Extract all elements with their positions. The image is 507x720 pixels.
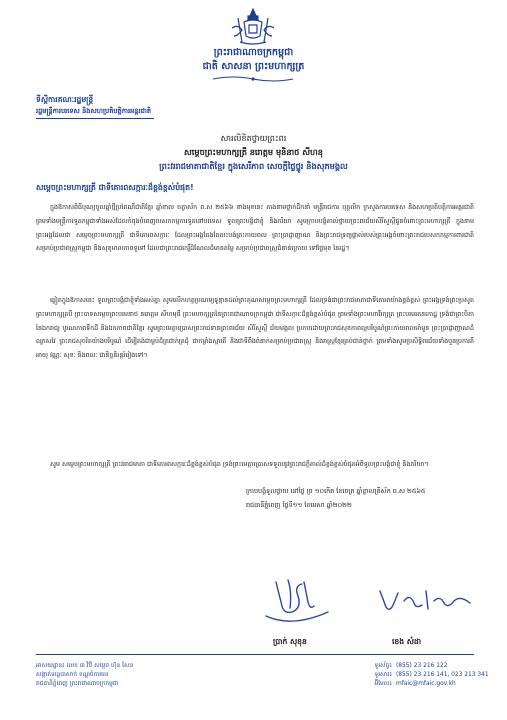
office-subtitle: រដ្ឋមន្ត្រីការបរទេស និងសហប្រតិបត្តិការអន្តរជាតិ xyxy=(36,107,152,115)
footer-divider xyxy=(36,654,474,655)
email-link[interactable]: mfaic@mfaic.gov.kh xyxy=(396,681,456,687)
tel-value: (855) 23 216 122 xyxy=(396,663,448,669)
fax-value: (855) 23 216 141, 023 213 341 xyxy=(396,672,489,678)
email-label: អ៊ីមែល៖ xyxy=(374,681,392,687)
date-line-lunar: ក្រាបបង្គំទូលថ្វាយ នៅថ្ងៃ ច្រ ១០កើត ខែចេត្រ ឆ្នាំខ្លាលត្រីស័ក ព.ស ២៥៦៥ xyxy=(246,487,426,495)
office-divider xyxy=(36,118,154,119)
signature-right xyxy=(376,585,474,617)
letter-type: សារលិខិតថ្វាយព្រះពរ xyxy=(220,133,287,143)
tel-label: ទូរស័ព្ទ៖ xyxy=(374,663,392,669)
body-paragraph-1: ក្នុងឱកាសពិធីបុណ្យចូលឆ្នាំថ្មីប្រពៃណីជាតិខ្មែរ ឆ្នាំខាល ចត្វាស័ក ព.ស ២៥៦៦ ខាងមុខនេះ តាងនាមថ្នាក់ដឹកនាំ មន្ត្រីរាជការ បុគ្គលិក ក្រសួងការបរទេស និងសហប្រតិបត្តិការអន្តរជាតិ ព្រមទាំងមន្ត្រីការទូតកម្ពុជាទាំងអស់ដែលកំពុងបំពេញបេសកកម្មការទូតនៅបរទេស ទូលព្រះបង្គំជាខ្ញុំ និងភរិយា សូមក្រាបបង្គំគាល់ថ្វាយព្រះពរជ័យសិរីសួស្តីជូនចំពោះព្រះមហាក្សត្រី ក្នុងនាមព្រះអង្គដែលជា សម្តេចព្រះមហាក្សត្រី ជាទីគោរពសក្ការៈ ដែលព្រះអង្គតែងតែលះបង់ព្រះកាយពល ព្រះប្រាជ្ញាញាណ និងព្រះរាជទ្រព្យផ្ទាល់របស់ព្រះអង្គចំពោះព្រះរាជបេសកកម្មការពារជាតិ សម្រាប់ប្រជារាស្ត្រកម្ពុជា និងសុខុមាលភាពទូទៅ ដែលជាព្រះរាជកេរ្តិ៍ដំណែលដ៏មានតម្លៃ សម្រាប់ប្រជារាស្ត្រជំនាន់ក្រោយ ទៅថ្ងៃមុខ នៃរដ្ឋ។ xyxy=(36,204,474,253)
body-paragraph-3: សូម សម្តេចព្រះមហាក្សត្រី ព្រះវររាជមាតា ជាទីគោរពសក្ការៈដ៏ខ្ពង់ខ្ពស់បំផុត ទ្រង់ព្រះមេត្តាប្រោសទទួលនូវព្រះរាជក្តីគាល់ដ៏ខ្ពង់ខ្ពស់បំផុតអំពីទូលព្រះបង្គំជាខ្ញុំ និងភរិយា។ xyxy=(50,461,429,468)
address-line-1: អាសយដ្ឋាន៖ លេខ ៣ វិថី សម្តេច ហ៊ុន សែន xyxy=(36,663,134,669)
date-line-place: រាជធានីភ្នំពេញ ថ្ងៃទី១១ ខែមេសា ឆ្នាំ២០២២ xyxy=(246,501,352,509)
royal-emblem-icon xyxy=(224,6,282,46)
address-line-2: សង្កាត់ទន្លេបាសាក់ ខណ្ឌចំការមន xyxy=(36,672,109,678)
footer-fax xyxy=(340,671,490,680)
kingdom-name: ព្រះរាជាណាចក្រកម្ពុជា xyxy=(213,47,294,58)
body-paragraph-2: ឆ្លៀតក្នុងឱកាសនេះ ទូលព្រះបង្គំជាខ្ញុំទាំងអស់គ្នា សូមលើកហត្ថប្រណម្យទូន្មានដល់ព្រះគុណសម្តេចព្រះមហាក្សត្រី ដែលទ្រង់ជាព្រះរាជមាតាជាទីគោរពយ៉ាងខ្ពង់ខ្ពស់ ព្រះអង្គទ្រង់ព្រះប្រសូតព្រះមហាក្សត្របី ព្រះបាទសម្តេចព្រះបរមនាថ នរោត្តម សីហមុនី ព្រះមហាក្សត្រនៃព្រះរាជាណាចក្រកម្ពុជា ជាទីសក្ការៈដ៏ខ្ពង់ខ្ពស់បំផុត ព្រមទាំងព្រះមហាវីរក្សត្រ ព្រះបរមរតនកោដ្ឋ ទ្រង់ជាព្រះបិតានៃឯករាជ្យ បូរណភាពទឹកដី និងឯកភាពជាតិខ្មែរ សូមព្រះមេត្តាប្រោសព្រះរាជទានព្រះពរជ័យ សិរីសួស្តី ជ័យមង្គល ប្រកបដោយព្រះរាជសុខភាពល្អបរិបូណ៌ព្រះកាយពលមាំមួន ព្រះប្រាជ្ញាញាណដ៏ឈ្លាសវៃ ព្រះរាជសុចរិតយ៉ាងបរិបូណ៌ ដើម្បីគង់ជាម្លប់ដ៏ត្រជាក់ត្រជុំ ជាកម្លាំងស្មារតី និងជាទីពឹងពំនាក់សម្រាប់ប្រជារាស្ត្រ និងរាស្ត្រខ្មែរគ្រប់ជាន់ថ្នាក់ ព្រមទាំងសូមប្រសិទ្ធិពរជ័យទាំងបួនប្រការគឺ អាយុ វណ្ណៈ សុខៈ និងពលៈ ជានិច្ចនិរន្តរ៍រៀងទៅ។ xyxy=(36,297,474,360)
office-name: ទីស្តីការគណៈរដ្ឋមន្ត្រី xyxy=(36,95,94,104)
signatory-right-name: ខេង សំដា xyxy=(392,637,422,646)
fax-label: ទូរសារ៖ xyxy=(374,672,392,678)
decorative-ornament-icon xyxy=(203,75,303,83)
kingdom-motto: ជាតិ សាសនា ព្រះមហាក្សត្រ xyxy=(202,61,305,72)
address-line-3: រាជធានីភ្នំពេញ ព្រះរាជាណាចក្រកម្ពុជា xyxy=(36,681,119,687)
footer-contacts xyxy=(340,662,490,689)
footer-tel xyxy=(340,662,490,671)
footer-address xyxy=(36,662,266,689)
footer-email xyxy=(340,680,490,689)
salutation: សម្តេចព្រះមហាក្សត្រី ជាទីគោរពសក្ការៈដ៏ខ្ពង់ខ្ពស់បំផុត! xyxy=(36,183,194,192)
signatory-left-name: ប្រាក់ សុខុន xyxy=(273,637,307,646)
recipient-title: ព្រះវររាជមាតាជាតិខ្មែរ ក្នុងសេរីភាព សេចក្តីថ្លៃថ្នូរ និងសុភមង្គល xyxy=(159,161,348,171)
signature-left xyxy=(262,572,334,628)
recipient-name: សម្តេចព្រះមហាក្សត្រី នរោត្តម មុនិនាថ សីហនុ xyxy=(184,147,323,157)
